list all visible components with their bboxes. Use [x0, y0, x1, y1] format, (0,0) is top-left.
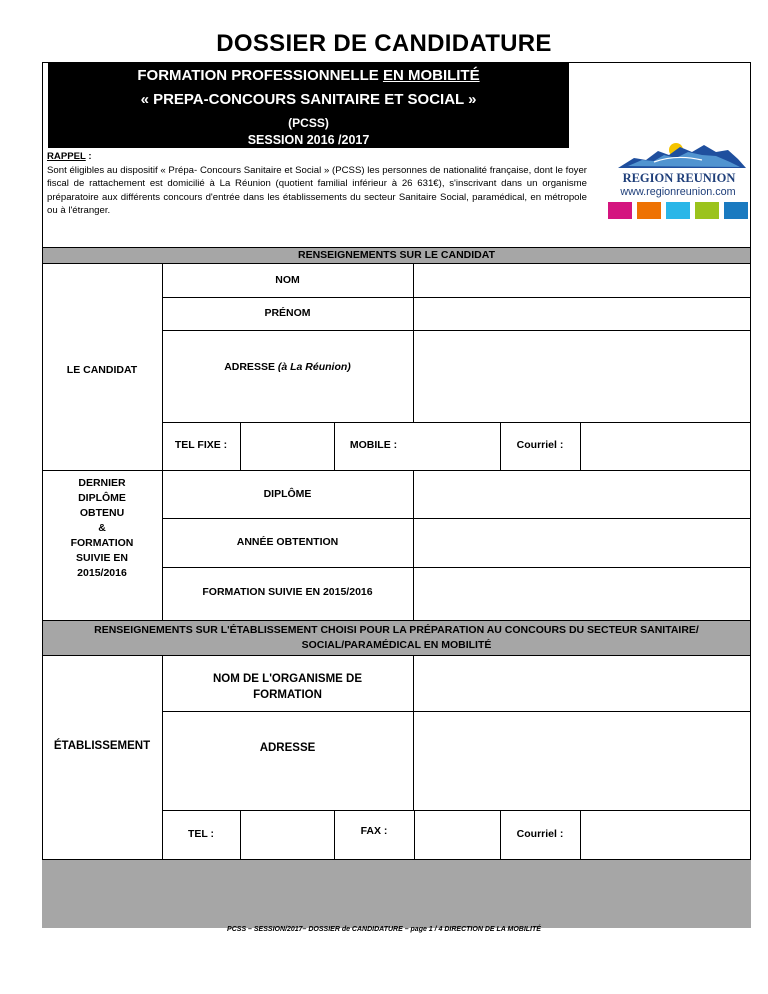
courriel-field[interactable]	[581, 423, 750, 469]
banner-line-3: (PCSS)	[288, 116, 329, 130]
logo-color-block	[666, 202, 690, 219]
label-etablissement: ÉTABLISSEMENT	[53, 740, 151, 752]
label-nom-organisme: NOM DE L'ORGANISME DE FORMATION	[212, 673, 363, 701]
formation-suivie-field[interactable]	[414, 568, 750, 619]
label-annee-obtention: ANNÉE OBTENTION	[236, 536, 339, 548]
label-adresse-etablissement: ADRESSE	[259, 742, 316, 754]
label-courriel: Courriel :	[516, 439, 564, 451]
adresse-field[interactable]	[414, 331, 750, 421]
banner-line-2: « PREPA-CONCOURS SANITAIRE ET SOCIAL »	[140, 91, 477, 108]
region-reunion-logo	[606, 140, 750, 222]
section-heading-candidat: RENSEIGNEMENTS SUR LE CANDIDAT	[42, 247, 751, 264]
label-tel: TEL :	[187, 828, 215, 840]
label-fax: FAX :	[360, 825, 388, 837]
prenom-field[interactable]	[414, 298, 750, 329]
banner-line-4: SESSION 2016 /2017	[247, 133, 370, 147]
logo-color-block	[695, 202, 719, 219]
rappel-text: Sont éligibles au dispositif « Prépa- Concours Sanitaire et Social » (PCSS) les personnes de nationalité française, dont le foyer fiscal de rattachement est domicilié à La Réunion (quotient familial inférieur à 26 631€), s'inscrivant dans un organisme préparatoire aux différents concours d'entrée dans les établissements du secteur Sanitaire Social, paramédical, en métropole ou à l'étranger.	[47, 164, 587, 216]
label-diplome: DIPLÔME	[263, 488, 312, 500]
tel-field[interactable]	[241, 811, 333, 858]
tel-fixe-field[interactable]	[241, 423, 333, 469]
label-courriel-etablissement: Courriel :	[516, 828, 564, 840]
rappel-notice: RAPPEL : Sont éligibles au dispositif « Prépa- Concours Sanitaire et Social » (PCSS) les personnes de nationalité française, dont le foyer fiscal de rattachement est domicilié à La Réunion (quotient familial inférieur à 26 631€), s'inscrivant dans un organisme préparatoire aux différents concours d'entrée dans les établissements du secteur Sanitaire Social, paramédical, en métropole ou à l'étranger.	[47, 151, 587, 216]
fax-field[interactable]	[415, 811, 499, 858]
label-nom: NOM	[275, 274, 300, 286]
courriel-etablissement-field[interactable]	[581, 811, 750, 858]
label-dernier-diplome: DERNIER DIPLÔME OBTENU & FORMATION SUIVIE EN 2015/2016	[70, 477, 134, 579]
logo-color-block	[724, 202, 748, 219]
diplome-field[interactable]	[414, 471, 750, 517]
page-footer: PCSS – SESSION/2017– DOSSIER de CANDIDATURE – page 1 / 4 DIRECTION DE LA MOBILITÉ	[227, 926, 541, 933]
logo-name: REGION REUNION	[622, 171, 736, 185]
nom-field[interactable]	[414, 265, 750, 296]
label-tel-fixe: TEL FIXE :	[174, 439, 228, 451]
logo-color-block	[608, 202, 632, 219]
banner-line-1: FORMATION PROFESSIONNELLE EN MOBILITÉ	[137, 67, 480, 84]
grey-footer-band	[42, 859, 751, 928]
label-adresse: ADRESSE (à La Réunion)	[224, 361, 351, 373]
rappel-label: RAPPEL	[47, 151, 86, 162]
label-prenom: PRÉNOM	[264, 307, 311, 319]
section-heading-etablissement: RENSEIGNEMENTS SUR L'ÉTABLISSEMENT CHOISI POUR LA PRÉPARATION AU CONCOURS DU SECTEUR SANITAIRE/ SOCIAL/PARAMÉDICAL EN MOBILITÉ	[42, 620, 751, 656]
mobile-field[interactable]	[414, 423, 499, 469]
document-title: DOSSIER DE CANDIDATURE	[216, 30, 552, 57]
label-mobile: MOBILE :	[349, 439, 398, 451]
logo-url: www.regionreunion.com	[620, 186, 736, 198]
label-formation-suivie: FORMATION SUIVIE EN 2015/2016	[202, 586, 373, 598]
logo-color-block	[637, 202, 661, 219]
logo-graphic	[606, 140, 750, 222]
label-le-candidat: LE CANDIDAT	[66, 364, 138, 376]
adresse-etablissement-field[interactable]	[414, 712, 750, 809]
program-banner	[48, 63, 569, 148]
nom-organisme-field[interactable]	[414, 657, 750, 710]
annee-obtention-field[interactable]	[414, 519, 750, 566]
